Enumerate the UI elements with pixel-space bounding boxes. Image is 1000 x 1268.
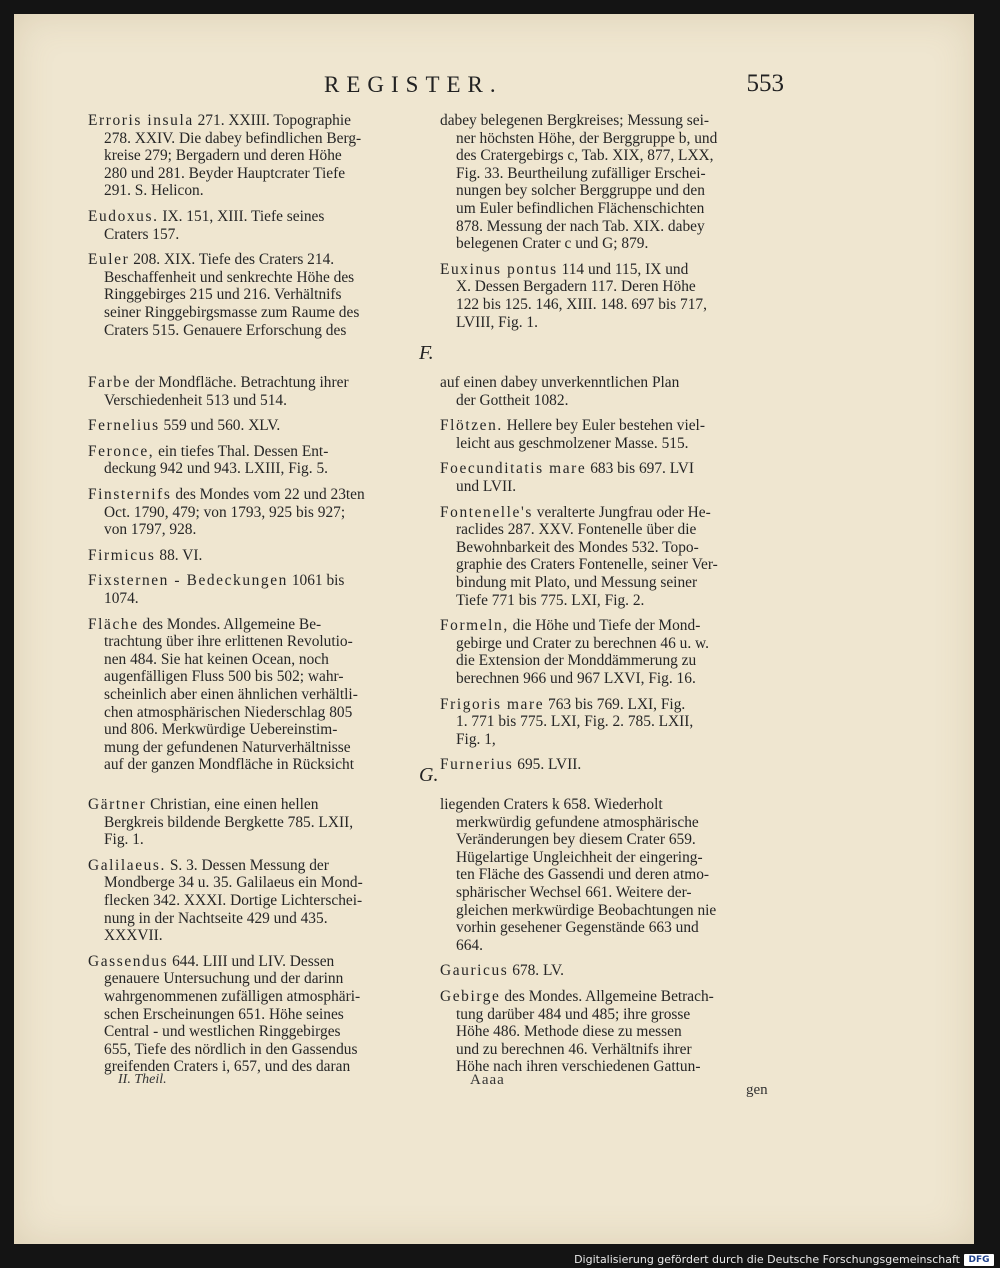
entry-text: Hügelartige Ungleichheit der eingering- xyxy=(456,848,703,866)
entry-line xyxy=(456,1041,770,1059)
entry-text: augenfälligen Fluss 500 bis 502; wahr- xyxy=(104,668,344,686)
column-left xyxy=(88,796,418,1084)
entry-text: Verschiedenheit 513 und 514. xyxy=(104,391,287,409)
entry-line xyxy=(104,633,418,651)
entry-text: Craters 157. xyxy=(104,225,180,243)
entry-line xyxy=(104,756,418,774)
entry-line xyxy=(104,739,418,757)
entry-text: raclides 287. XXV. Fontenelle über die xyxy=(456,521,697,539)
entry-text: Fig. 1. xyxy=(104,831,144,849)
register-entry xyxy=(88,796,418,849)
entry-text: liegenden Craters k 658. Wiederholt xyxy=(440,796,663,813)
entry-text: 878. Messung der nach Tab. XIX. dabey xyxy=(456,217,705,235)
entry-line xyxy=(456,235,770,253)
section-f xyxy=(88,374,772,774)
entry-line xyxy=(104,304,418,322)
entry-line xyxy=(104,970,418,988)
entry-line xyxy=(88,616,418,634)
entry-text: tung darüber 484 und 485; ihre grosse xyxy=(456,1005,691,1023)
entry-text: mung der gefundenen Naturverhältnisse xyxy=(104,738,351,756)
entry-text: ner höchsten Höhe, der Berggruppe b, und xyxy=(456,129,718,147)
register-entry xyxy=(88,443,418,478)
register-entry xyxy=(440,962,770,980)
entry-text: Bewohnbarkeit des Mondes 532. Topo- xyxy=(456,538,699,556)
entry-headword: Flötzen. xyxy=(440,417,503,435)
entry-headword: Fixsternen - Bedeckungen xyxy=(88,572,288,590)
section-heading-g: G. xyxy=(419,764,439,786)
entry-line xyxy=(104,147,418,165)
register-entry xyxy=(440,988,770,1076)
register-entry xyxy=(440,112,770,253)
register-entry xyxy=(88,374,418,409)
entry-text: leicht aus geschmolzener Masse. 515. xyxy=(456,434,689,452)
register-entry xyxy=(440,504,770,610)
entry-line xyxy=(104,130,418,148)
entry-line xyxy=(88,417,418,435)
entry-text: 1061 bis xyxy=(291,572,345,590)
entry-line xyxy=(104,1041,418,1059)
entry-line xyxy=(440,112,770,130)
entry-line xyxy=(104,460,418,478)
entry-text: 114 und 115, IX und xyxy=(561,260,689,278)
entry-text: ten Fläche des Gassendi und deren atmo- xyxy=(456,866,710,884)
entry-text: 763 bis 769. LXI, Fig. xyxy=(548,695,686,713)
entry-text: Höhe 486. Methode diese zu messen xyxy=(456,1023,682,1041)
register-entry xyxy=(88,417,418,435)
entry-text: berechnen 966 und 967 LXVI, Fig. 16. xyxy=(456,669,696,687)
entry-text: von 1797, 928. xyxy=(104,521,197,539)
entry-text: Veränderungen bey diesem Crater 659. xyxy=(456,831,696,849)
register-entry xyxy=(88,112,418,200)
entry-text: sphärischer Wechsel 661. Weitere der- xyxy=(456,883,692,901)
entry-line xyxy=(456,831,770,849)
entry-text: um Euler befindlichen Flächenschichten xyxy=(456,199,705,217)
entry-line xyxy=(456,635,770,653)
page-number: 553 xyxy=(746,70,784,97)
entry-headword: Furnerius xyxy=(440,756,514,774)
entry-text: Mondberge 34 u. 35. Galilaeus ein Mond- xyxy=(104,874,363,892)
entry-text: nen 484. Sie hat keinen Ocean, noch xyxy=(104,650,329,668)
dfg-logo: DFG xyxy=(964,1254,994,1266)
entry-headword: Gauricus xyxy=(440,962,509,980)
entry-text: und 806. Merkwürdige Uebereinstim- xyxy=(104,721,338,739)
entry-text: Central - und westlichen Ringgebirges xyxy=(104,1023,341,1041)
entry-text: 655, Tiefe des nördlich in den Gassendus xyxy=(104,1040,358,1058)
register-entry xyxy=(88,486,418,539)
column-left xyxy=(88,112,418,347)
entry-line xyxy=(456,478,770,496)
entry-text: und zu berechnen 46. Verhältnifs ihrer xyxy=(456,1040,692,1058)
entry-line xyxy=(456,435,770,453)
volume-signature: II. Theil. xyxy=(118,1072,167,1087)
section-heading-f: F. xyxy=(419,342,434,364)
register-entry xyxy=(88,547,418,565)
entry-line xyxy=(104,721,418,739)
page-header xyxy=(14,66,974,106)
entry-headword: Fernelius xyxy=(88,417,160,435)
register-entry xyxy=(88,208,418,243)
entry-line xyxy=(88,443,418,461)
entry-line xyxy=(104,322,418,340)
entry-text: Craters 515. Genauere Erforschung des xyxy=(104,321,347,339)
entry-line xyxy=(104,927,418,945)
entry-line xyxy=(440,261,770,279)
entry-line xyxy=(88,857,418,875)
entry-line xyxy=(440,417,770,435)
register-entry xyxy=(440,796,770,954)
entry-text: die Extension der Monddämmerung zu xyxy=(456,652,697,670)
entry-line xyxy=(456,521,770,539)
entry-text: 88. VI. xyxy=(159,546,203,564)
entry-line xyxy=(456,200,770,218)
entry-text: scheinlich aber einen ähnlichen verhältli- xyxy=(104,685,358,703)
entry-line xyxy=(104,686,418,704)
entry-text: Fig. 1, xyxy=(456,730,496,748)
entry-text: kreise 279; Bergadern und deren Höhe xyxy=(104,147,342,165)
entry-line xyxy=(456,296,770,314)
entry-text: Tiefe 771 bis 775. LXI, Fig. 2. xyxy=(456,591,645,609)
entry-line xyxy=(440,374,770,392)
entry-line xyxy=(88,112,418,130)
entry-text: LVIII, Fig. 1. xyxy=(456,313,538,331)
register-entry xyxy=(88,572,418,607)
entry-text: vorhin gesehener Gegenstände 663 und xyxy=(456,919,699,937)
entry-text: des Mondes vom 22 und 23ten xyxy=(175,485,365,503)
section-g xyxy=(88,796,772,1076)
entry-text: 280 und 281. Beyder Hauptcrater Tiefe xyxy=(104,164,346,182)
entry-line xyxy=(104,910,418,928)
entry-line xyxy=(456,919,770,937)
entry-line xyxy=(88,486,418,504)
entry-line xyxy=(456,165,770,183)
entry-headword: Fläche xyxy=(88,615,139,633)
entry-line xyxy=(104,704,418,722)
entry-text: gleichen merkwürdige Beobachtungen nie xyxy=(456,901,717,919)
entry-line xyxy=(456,130,770,148)
entry-line xyxy=(456,731,770,749)
entry-text: deckung 942 und 943. LXIII, Fig. 5. xyxy=(104,460,328,478)
entry-text: Oct. 1790, 479; von 1793, 925 bis 927; xyxy=(104,503,346,521)
entry-text: auf einen dabey unverkenntlichen Plan xyxy=(440,374,680,391)
entry-headword: Gassendus xyxy=(88,952,169,970)
entry-text: die Höhe und Tiefe der Mond- xyxy=(512,617,701,635)
register-entry xyxy=(88,953,418,1076)
entry-line xyxy=(456,866,770,884)
entry-line xyxy=(104,504,418,522)
entry-text: bindung mit Plato, und Messung seiner xyxy=(456,573,698,591)
entry-headword: Erroris insula xyxy=(88,112,194,129)
entry-headword: Feronce, xyxy=(88,442,155,460)
register-entry xyxy=(440,261,770,331)
entry-text: seiner Ringgebirgsmasse zum Raume des xyxy=(104,303,360,321)
entry-line xyxy=(456,592,770,610)
entry-text: veralterte Jungfrau oder He- xyxy=(536,503,711,521)
register-entry xyxy=(440,417,770,452)
entry-line xyxy=(88,572,418,590)
entry-line xyxy=(456,814,770,832)
credit-text: Digitalisierung gefördert durch die Deutsche Forschungsgemeinschaft xyxy=(574,1253,960,1266)
entry-line xyxy=(104,814,418,832)
signature-mark: Aaaa xyxy=(470,1072,505,1088)
entry-headword: Finsternifs xyxy=(88,485,172,503)
entry-line xyxy=(456,1023,770,1041)
entry-line xyxy=(456,902,770,920)
entry-text: 291. S. Helicon. xyxy=(104,182,204,200)
entry-line xyxy=(104,590,418,608)
entry-text: 208. XIX. Tiefe des Craters 214. xyxy=(133,251,335,269)
entry-line xyxy=(104,668,418,686)
entry-line xyxy=(104,831,418,849)
entry-line xyxy=(104,988,418,1006)
entry-headword: Euler xyxy=(88,251,130,269)
entry-headword: Gärtner xyxy=(88,796,147,813)
entry-text: belegenen Crater c und G; 879. xyxy=(456,235,649,253)
entry-line xyxy=(104,226,418,244)
entry-text: genauere Untersuchung und der darinn xyxy=(104,970,344,988)
entry-line xyxy=(104,874,418,892)
entry-text: nung in der Nachtseite 429 und 435. xyxy=(104,909,328,927)
register-entry xyxy=(440,460,770,495)
entry-headword: Eudoxus. xyxy=(88,207,159,225)
entry-text: X. Dessen Bergadern 117. Deren Höhe xyxy=(456,278,696,296)
entry-line xyxy=(456,314,770,332)
entry-line xyxy=(456,652,770,670)
entry-text: XXXVII. xyxy=(104,927,163,945)
entry-text: Bergkreis bildende Bergkette 785. LXII, xyxy=(104,813,354,831)
entry-line xyxy=(456,556,770,574)
entry-text: 683 bis 697. LVI xyxy=(590,460,694,478)
entry-line xyxy=(456,278,770,296)
entry-text: trachtung über ihre erlittenen Revolutio- xyxy=(104,633,353,651)
entry-line xyxy=(104,392,418,410)
section-e xyxy=(88,112,772,352)
entry-headword: Frigoris mare xyxy=(440,695,545,713)
entry-headword: Foecunditatis mare xyxy=(440,460,587,478)
entry-line xyxy=(104,521,418,539)
column-right xyxy=(440,374,770,782)
book-page xyxy=(14,14,974,1244)
register-entry xyxy=(440,617,770,687)
entry-text: 122 bis 125. 146, XIII. 148. 697 bis 717, xyxy=(456,295,707,313)
entry-line xyxy=(456,574,770,592)
entry-text: Höhe nach ihren verschiedenen Gattun- xyxy=(456,1058,701,1076)
entry-text: greifenden Craters i, 657, und des daran xyxy=(104,1058,351,1076)
entry-text: 695. LVII. xyxy=(517,756,582,774)
entry-line xyxy=(456,392,770,410)
column-right xyxy=(440,796,770,1084)
entry-text: Christian, eine einen hellen xyxy=(150,796,319,813)
entry-line xyxy=(104,286,418,304)
entry-text: 278. XXIV. Die dabey befindlichen Berg- xyxy=(104,129,362,147)
entry-text: IX. 151, XIII. Tiefe seines xyxy=(162,207,325,225)
entry-line xyxy=(456,218,770,236)
entry-text: und LVII. xyxy=(456,477,517,495)
entry-headword: Gebirge xyxy=(440,987,501,1005)
register-entry xyxy=(440,374,770,409)
entry-text: merkwürdig gefundene atmosphärische xyxy=(456,813,699,831)
entry-text: Beschaffenheit und senkrechte Höhe des xyxy=(104,268,355,286)
entry-text: Hellere bey Euler bestehen viel- xyxy=(506,417,705,435)
entry-text: der Mondfläche. Betrachtung ihrer xyxy=(134,374,349,391)
entry-text: des Mondes. Allgemeine Betrach- xyxy=(504,987,714,1005)
column-left xyxy=(88,374,418,782)
entry-text: gebirge und Crater zu berechnen 46 u. w. xyxy=(456,634,709,652)
running-title: REGISTER. xyxy=(324,72,503,97)
entry-text: nungen bey solcher Berggruppe und den xyxy=(456,182,705,200)
entry-line xyxy=(456,884,770,902)
entry-line xyxy=(440,988,770,1006)
entry-headword: Firmicus xyxy=(88,546,156,564)
entry-line xyxy=(88,547,418,565)
entry-line xyxy=(456,937,770,955)
entry-line xyxy=(456,182,770,200)
entry-line xyxy=(440,756,770,774)
entry-text: flecken 342. XXXI. Dortige Lichterschei- xyxy=(104,891,363,909)
entry-line xyxy=(104,1023,418,1041)
entry-line xyxy=(104,165,418,183)
entry-line xyxy=(440,504,770,522)
entry-text: wahrgenommenen zufälligen atmosphäri- xyxy=(104,987,361,1005)
entry-line xyxy=(440,617,770,635)
entry-line xyxy=(88,953,418,971)
entry-text: der Gottheit 1082. xyxy=(456,391,569,409)
entry-text: auf der ganzen Mondfläche in Rücksicht xyxy=(104,756,355,774)
entry-text: 644. LIII und LIV. Dessen xyxy=(172,952,335,970)
entry-text: S. 3. Dessen Messung der xyxy=(169,856,329,874)
entry-text: schen Erscheinungen 651. Höhe seines xyxy=(104,1005,344,1023)
entry-line xyxy=(104,269,418,287)
entry-headword: Fontenelle's xyxy=(440,503,533,521)
catchword: gen xyxy=(746,1082,768,1098)
entry-headword: Euxinus pontus xyxy=(440,260,558,278)
entry-line xyxy=(104,182,418,200)
entry-text: ein tiefes Thal. Dessen Ent- xyxy=(158,442,329,460)
credit-bar xyxy=(0,1252,1000,1268)
entry-line xyxy=(456,539,770,557)
entry-text: 271. XXIII. Topographie xyxy=(197,112,351,129)
register-entry xyxy=(440,696,770,749)
entry-line xyxy=(104,1006,418,1024)
register-entry xyxy=(440,756,770,774)
entry-line xyxy=(456,147,770,165)
entry-line xyxy=(456,670,770,688)
entry-line xyxy=(440,696,770,714)
entry-text: Fig. 33. Beurtheilung zufälliger Erschei- xyxy=(456,164,706,182)
entry-headword: Farbe xyxy=(88,374,132,391)
entry-text: 1. 771 bis 775. LXI, Fig. 2. 785. LXII, xyxy=(456,713,694,731)
entry-line xyxy=(440,796,770,814)
register-entry xyxy=(88,857,418,945)
entry-text: 1074. xyxy=(104,589,139,607)
entry-text: 678. LV. xyxy=(512,962,564,980)
entry-line xyxy=(104,892,418,910)
register-entry xyxy=(88,616,418,774)
entry-text: chen atmosphärischen Niederschlag 805 xyxy=(104,703,353,721)
entry-text: Ringgebirges 215 und 216. Verhältnifs xyxy=(104,286,342,304)
entry-text: des Mondes. Allgemeine Be- xyxy=(142,615,322,633)
entry-text: 664. xyxy=(456,936,483,954)
entry-line xyxy=(456,849,770,867)
entry-line xyxy=(456,1006,770,1024)
entry-line xyxy=(456,713,770,731)
entry-text: 559 und 560. XLV. xyxy=(163,417,281,435)
entry-line xyxy=(88,796,418,814)
register-entry xyxy=(88,251,418,339)
entry-text: des Cratergebirgs c, Tab. XIX, 877, LXX, xyxy=(456,147,714,165)
entry-line xyxy=(440,962,770,980)
entry-line xyxy=(440,460,770,478)
entry-headword: Galilaeus. xyxy=(88,856,166,874)
entry-line xyxy=(88,251,418,269)
entry-line xyxy=(104,651,418,669)
column-right xyxy=(440,112,770,339)
entry-line xyxy=(88,374,418,392)
entry-text: dabey belegenen Bergkreises; Messung sei- xyxy=(440,112,709,129)
entry-headword: Formeln, xyxy=(440,617,509,635)
entry-text: graphie des Craters Fontenelle, seiner Ver- xyxy=(456,556,718,574)
entry-line xyxy=(88,208,418,226)
